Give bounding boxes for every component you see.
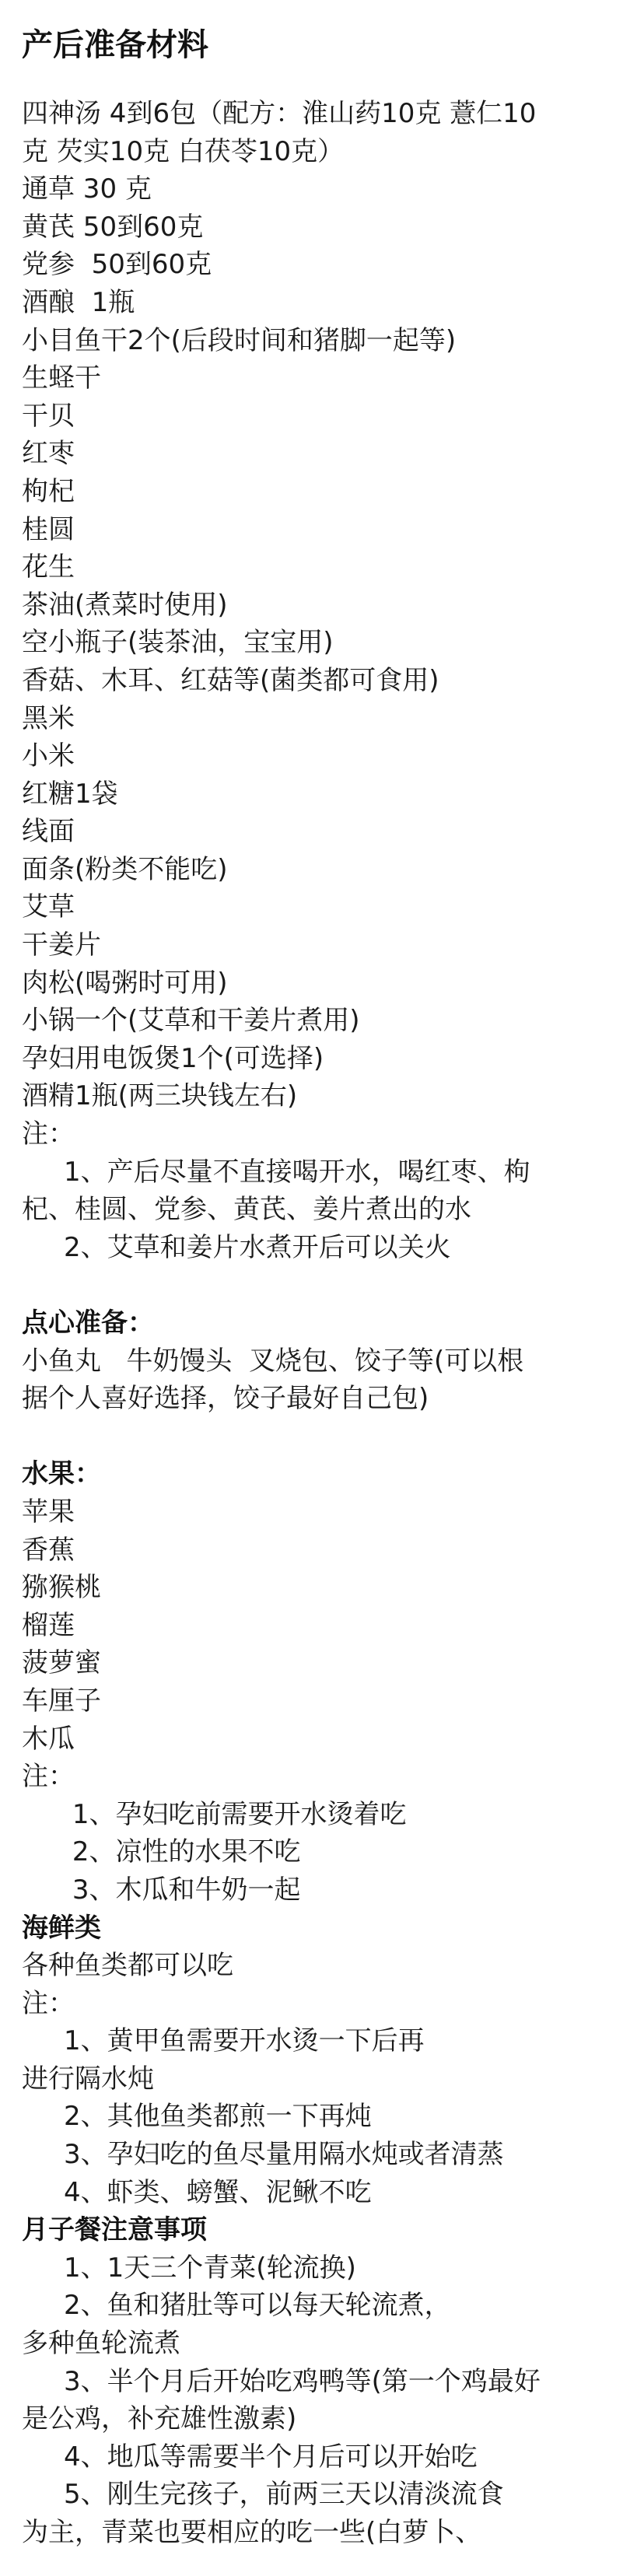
text-line: 酒精1瓶(两三块钱左右) [22,1080,298,1112]
section-heading: 海鲜类 [22,1912,101,1944]
text-line: 2、艾草和姜片水煮开后可以关火 [22,1231,451,1263]
section-heading: 月子餐注意事项 [22,2214,207,2246]
text-line: 花生 [22,551,75,583]
text-line: 桂圆 [22,513,75,545]
text-line: 注： [22,1761,75,1793]
text-line: 孕妇用电饭煲1个(可选择) [22,1042,324,1074]
text-line: 猕猴桃 [22,1572,101,1604]
text-line: 空小瓶子(装茶油，宝宝用) [22,627,334,659]
text-line: 榴莲 [22,1609,75,1641]
text-line: 1、黄甲鱼需要开水烫一下后再 [22,2025,425,2057]
section-heading: 点心准备： [22,1307,154,1339]
text-line: 1、孕妇吃前需要开水烫着吃 [22,1798,407,1830]
text-line: 肉松(喝粥时可用) [22,967,228,999]
document-title: 产后准备材料 [22,27,208,63]
text-line: 注： [22,1987,75,2019]
text-line: 生蛏干 [22,362,101,394]
text-line: 为主，青菜也要相应的吃一些(白萝卜、 [22,2517,482,2548]
text-line: 枸杞 [22,475,75,507]
text-line: 艾草 [22,891,75,923]
text-line: 红枣 [22,438,75,470]
text-line: 是公鸡，补充雄性激素) [22,2403,297,2435]
text-line: 通草 30 克 [22,173,152,205]
text-line: 菠萝蜜 [22,1647,101,1679]
text-line: 2、鱼和猪肚等可以每天轮流煮， [22,2290,451,2322]
text-line: 香菇、木耳、红菇等(菌类都可食用) [22,664,439,696]
text-line: 杞、桂圆、党参、黄芪、姜片煮出的水 [22,1194,471,1226]
text-line: 酒酿 1瓶 [22,286,135,318]
text-line: 4、虾类、螃蟹、泥鳅不吃 [22,2176,372,2208]
text-line: 3、木瓜和牛奶一起 [22,1874,301,1906]
text-line: 各种鱼类都可以吃 [22,1950,233,1982]
text-line: 干姜片 [22,929,101,961]
text-line: 线面 [22,816,75,848]
text-line: 车厘子 [22,1685,101,1717]
text-line: 小米 [22,740,75,772]
text-line: 党参 50到60克 [22,249,212,281]
text-line: 注： [22,1118,75,1150]
text-line: 四神汤 4到6包（配方：淮山药10克 薏仁10 [22,98,537,129]
text-line: 据个人喜好选择，饺子最好自己包) [22,1383,429,1415]
text-line: 小目鱼干2个(后段时间和猪脚一起等) [22,324,457,356]
text-line: 干贝 [22,400,75,432]
section-heading: 水果： [22,1458,101,1490]
blank-line [22,1418,628,1456]
text-line: 苹果 [22,1496,75,1528]
text-line: 2、凉性的水果不吃 [22,1836,301,1868]
text-line: 3、半个月后开始吃鸡鸭等(第一个鸡最好 [22,2365,541,2397]
text-line: 黑米 [22,702,75,734]
document-body [22,95,628,2552]
text-line: 面条(粉类不能吃) [22,853,228,885]
text-line: 克 芡实10克 白茯苓10克） [22,135,345,167]
text-line: 1、产后尽量不直接喝开水，喝红枣、枸 [22,1156,530,1188]
text-line: 2、其他鱼类都煎一下再炖 [22,2101,372,2133]
text-line: 1、1天三个青菜(轮流换) [22,2252,356,2284]
text-line: 3、孕妇吃的鱼尽量用隔水炖或者清蒸 [22,2139,504,2171]
blank-line [22,1266,628,1304]
text-line: 茶油(煮菜时使用) [22,589,228,621]
text-line: 多种鱼轮流煮 [22,2328,180,2360]
text-line: 小锅一个(艾草和干姜片煮用) [22,1005,360,1037]
text-line: 木瓜 [22,1723,75,1755]
text-line: 5、刚生完孩子，前两三天以清淡流食 [22,2479,504,2511]
text-line: 香蕉 [22,1534,75,1566]
text-line: 进行隔水炖 [22,2063,154,2095]
text-line: 小鱼丸 牛奶馒头 叉烧包、饺子等(可以根 [22,1345,524,1377]
text-line: 黄芪 50到60克 [22,211,204,243]
text-line: 红糖1袋 [22,778,118,810]
text-line: 4、地瓜等需要半个月后可以开始吃 [22,2441,478,2473]
